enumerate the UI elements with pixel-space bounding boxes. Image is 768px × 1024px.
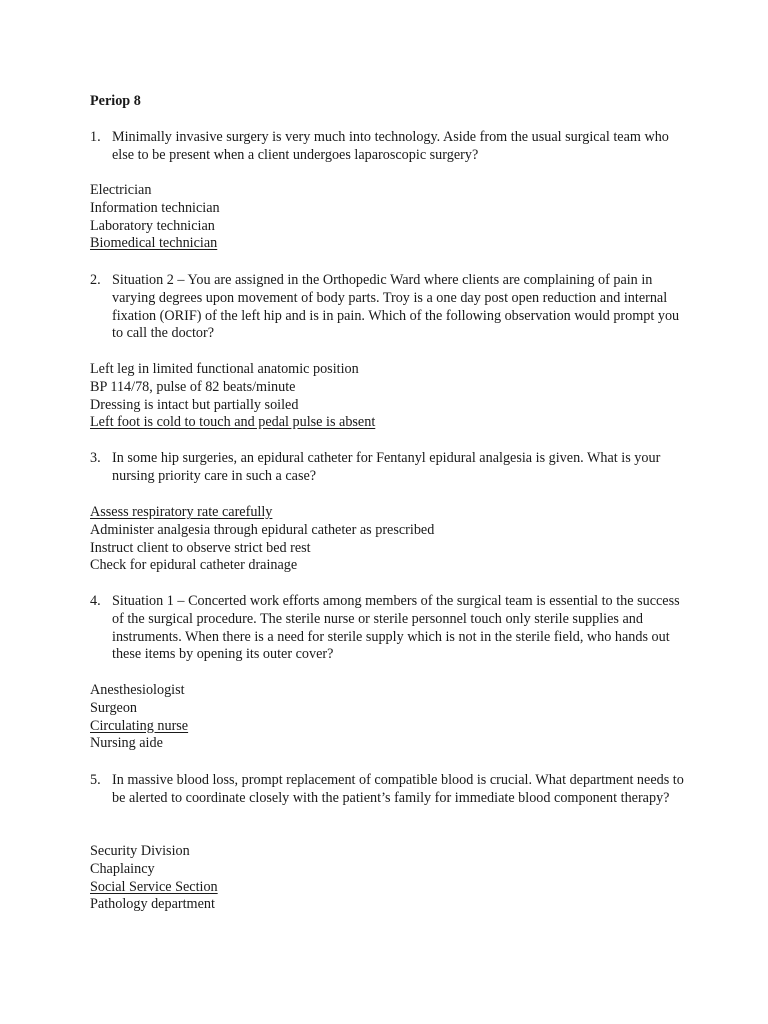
- option-underlined: Left foot is cold to touch and pedal pulse is absent: [90, 414, 376, 431]
- option: Administer analgesia through epidural catheter as prescribed: [90, 521, 435, 538]
- option: Laboratory technician: [90, 217, 215, 234]
- question-number: 2.: [90, 272, 101, 288]
- question-1: [90, 129, 690, 165]
- option: Security Division: [90, 843, 190, 859]
- option: Instruct client to observe strict bed rest: [90, 539, 311, 556]
- question-number: 5.: [90, 772, 101, 788]
- options-4: [90, 682, 690, 753]
- option: Check for epidural catheter drainage: [90, 557, 298, 574]
- question-3: [90, 450, 690, 486]
- question-5: [90, 772, 690, 808]
- question-4: [90, 593, 690, 664]
- option: Information technician: [90, 199, 220, 216]
- question-text: In massive blood loss, prompt replacement of compatible blood is crucial. What department needs to be alerted to coordinate closely with the patient’s family for immediate blood component therapy?: [112, 772, 684, 806]
- question-text: Situation 2 – You are assigned in the Orthopedic Ward where clients are complaining of pain in varying degrees upon movement of body parts. Troy is a one day post open reduction and internal fixation (ORIF) of the left hip and is in pain. Which of the following observation would prompt you to call the doctor?: [112, 272, 680, 342]
- option: Nursing aide: [90, 735, 163, 752]
- option: BP 114/78, pulse of 82 beats/minute: [90, 378, 296, 395]
- question-2: [90, 272, 690, 343]
- option: Chaplaincy: [90, 860, 155, 877]
- document-title: Periop 8: [90, 93, 141, 109]
- question-number: 1.: [90, 129, 101, 145]
- option-underlined: Circulating nurse: [90, 717, 189, 734]
- option: Surgeon: [90, 699, 138, 716]
- option-underlined: Assess respiratory rate carefully: [90, 504, 273, 520]
- options-2: [90, 361, 690, 432]
- option: Dressing is intact but partially soiled: [90, 396, 299, 413]
- options-5: [90, 843, 690, 914]
- question-number: 3.: [90, 450, 101, 466]
- question-text: In some hip surgeries, an epidural catheter for Fentanyl epidural analgesia is given. What is your nursing priority care in such a case?: [112, 450, 661, 484]
- option: Electrician: [90, 182, 152, 198]
- option: Left leg in limited functional anatomic position: [90, 361, 359, 377]
- question-text: Situation 1 – Concerted work efforts among members of the surgical team is essential to the success of the surgical procedure. The sterile nurse or sterile personnel touch only sterile supplies and instruments. When there is a need for sterile supply which is not in the sterile field, who hands out these items by opening its outer cover?: [112, 593, 680, 663]
- question-text: Minimally invasive surgery is very much into technology. Aside from the usual surgical team who else to be present when a client undergoes laparoscopic surgery?: [112, 129, 669, 163]
- option-underlined: Biomedical technician: [90, 235, 218, 252]
- options-1: [90, 182, 690, 253]
- option-underlined: Social Service Section: [90, 878, 218, 895]
- options-3: [90, 504, 690, 575]
- option: Anesthesiologist: [90, 682, 185, 698]
- option: Pathology department: [90, 896, 215, 913]
- question-number: 4.: [90, 593, 101, 609]
